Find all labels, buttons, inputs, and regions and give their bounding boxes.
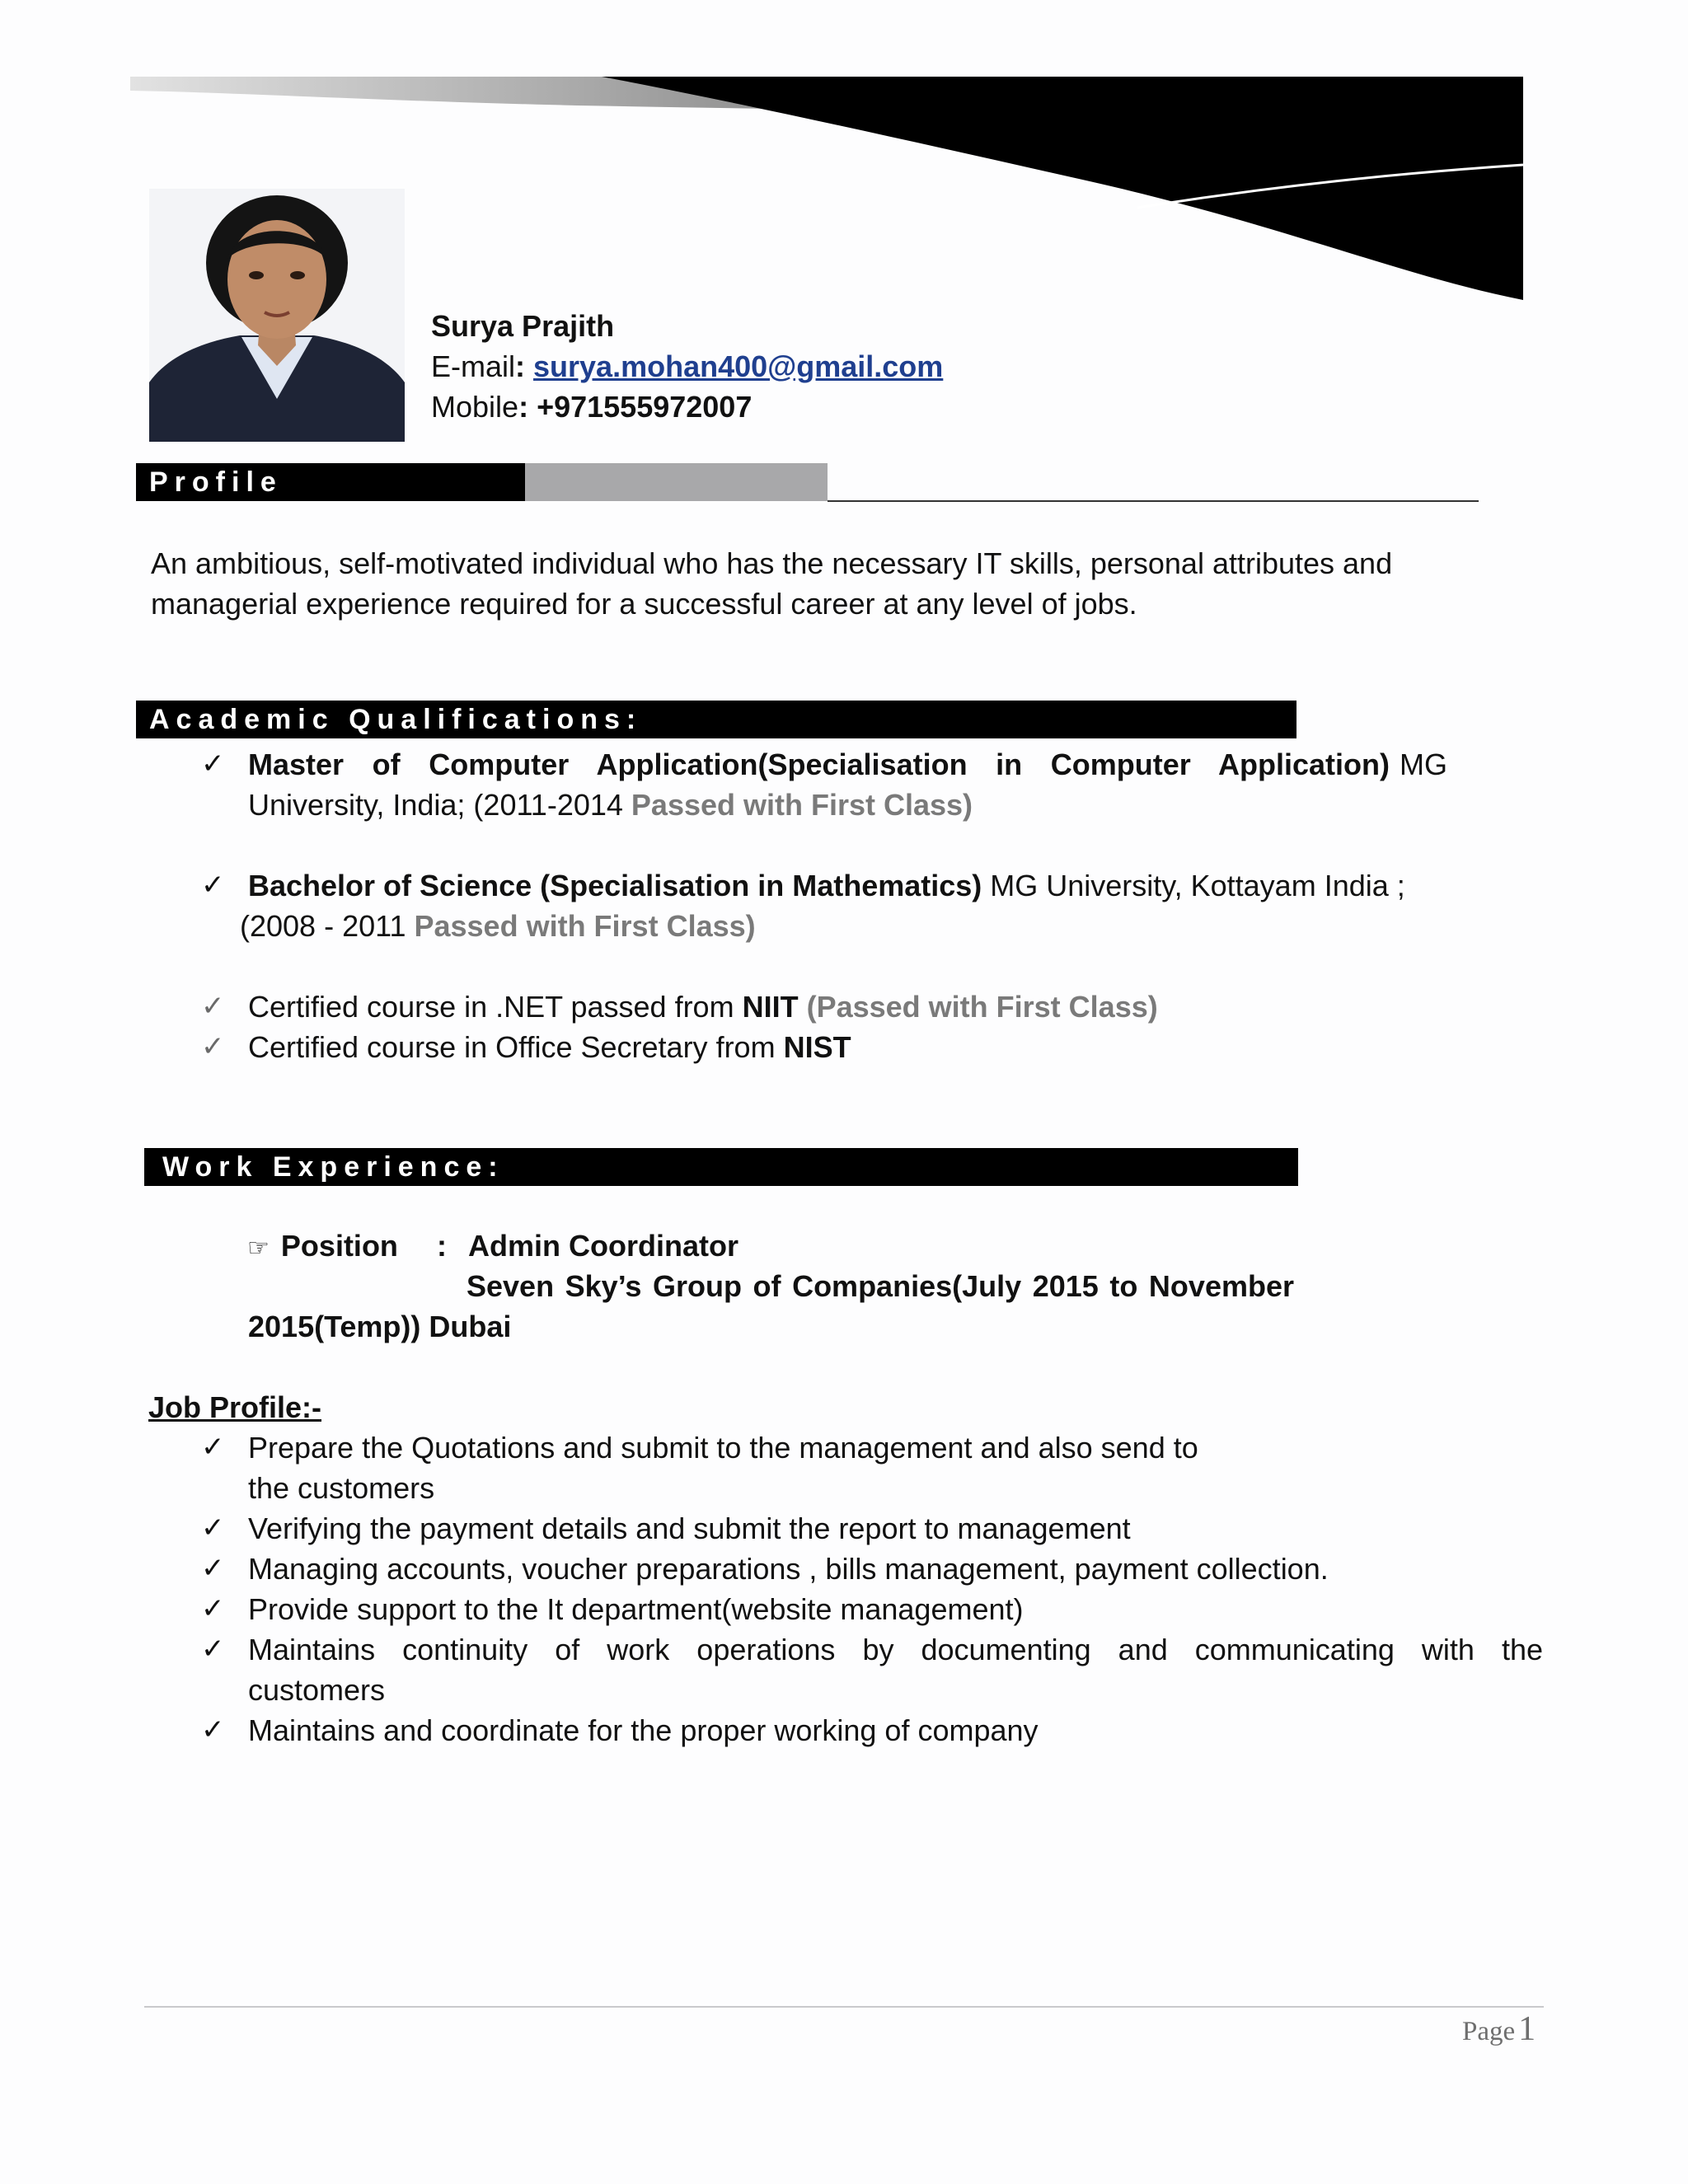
grade-status: Passed with First Class)	[414, 909, 756, 943]
institute-name: NIIT	[742, 990, 799, 1024]
email-link[interactable]: surya.mohan400@gmail.com	[533, 349, 944, 383]
email-line	[431, 346, 943, 387]
check-icon: ✓	[201, 869, 225, 901]
position-colon: :	[437, 1229, 447, 1263]
page-label: Page	[1462, 2017, 1516, 2046]
check-icon: ✓	[201, 1714, 225, 1746]
check-icon: ✓	[201, 1593, 225, 1624]
position-label: Position	[280, 1229, 398, 1263]
position-value: Admin Coordinator	[468, 1229, 738, 1263]
profile-photo	[149, 189, 405, 442]
check-icon: ✓	[201, 748, 225, 780]
page-number: 1	[1518, 2010, 1536, 2048]
profile-text-line-1: An ambitious, self-motivated individual who has the necessary IT skills, personal attributes and	[151, 546, 1393, 580]
academic-item-line	[248, 744, 1447, 785]
mobile-label: Mobile	[431, 390, 519, 424]
profile-heading-accent	[525, 463, 828, 501]
academic-item-line: University, India; (2011-2014 Passed with First Class)	[248, 788, 973, 822]
academic-item-line: Certified course in .NET passed from NIIT (Passed with First Class)	[248, 990, 1158, 1024]
email-label: E-mail	[431, 349, 516, 383]
check-icon: ✓	[201, 1512, 225, 1544]
grade-status: Passed with First Class)	[631, 788, 973, 822]
check-icon: ✓	[201, 1553, 225, 1584]
position-line	[247, 1226, 398, 1268]
job-profile-heading: Job Profile:-	[148, 1390, 322, 1424]
check-icon: ✓	[201, 1633, 225, 1665]
mobile-line	[431, 387, 752, 427]
email-separator: :	[515, 349, 534, 383]
check-icon: ✓	[201, 1432, 225, 1463]
degree-title: Bachelor of Science (Specialisation in Mathematics)	[248, 869, 982, 902]
mobile-number: +971555972007	[537, 390, 753, 424]
candidate-name: Surya Prajith	[431, 309, 615, 343]
company-line-2: 2015(Temp)) Dubai	[248, 1310, 512, 1343]
academic-item-line	[248, 865, 1405, 906]
profile-heading-rule	[828, 500, 1479, 502]
work-experience-heading: Work Experience:	[144, 1148, 1298, 1186]
degree-title: Master of Computer Application(Specialisation in Computer Application)	[248, 748, 1390, 781]
profile-heading: Profile	[136, 463, 525, 501]
university-name: MG University, Kottayam India ;	[982, 869, 1405, 902]
mobile-separator: :	[518, 390, 537, 424]
grade-status: (Passed with First Class)	[806, 990, 1158, 1024]
footer-rule	[144, 2006, 1544, 2008]
profile-text-line-2: managerial experience required for a successful career at any level of jobs.	[151, 587, 1137, 621]
check-icon: ✓	[201, 991, 225, 1022]
company-line-1: Seven Sky’s Group of Companies(July 2015 to November	[467, 1269, 1294, 1303]
academic-item-line: (2008 - 2011 Passed with First Class)	[240, 909, 756, 943]
institute-name: NIST	[783, 1030, 851, 1064]
page-indicator	[1462, 2009, 1536, 2049]
check-icon: ✓	[201, 1031, 225, 1062]
university-name: MG	[1400, 748, 1447, 781]
pointing-hand-icon: ☞	[247, 1235, 270, 1262]
academic-heading: Academic Qualifications:	[136, 701, 1296, 738]
academic-item-line: Certified course in Office Secretary from NIST	[248, 1030, 851, 1064]
